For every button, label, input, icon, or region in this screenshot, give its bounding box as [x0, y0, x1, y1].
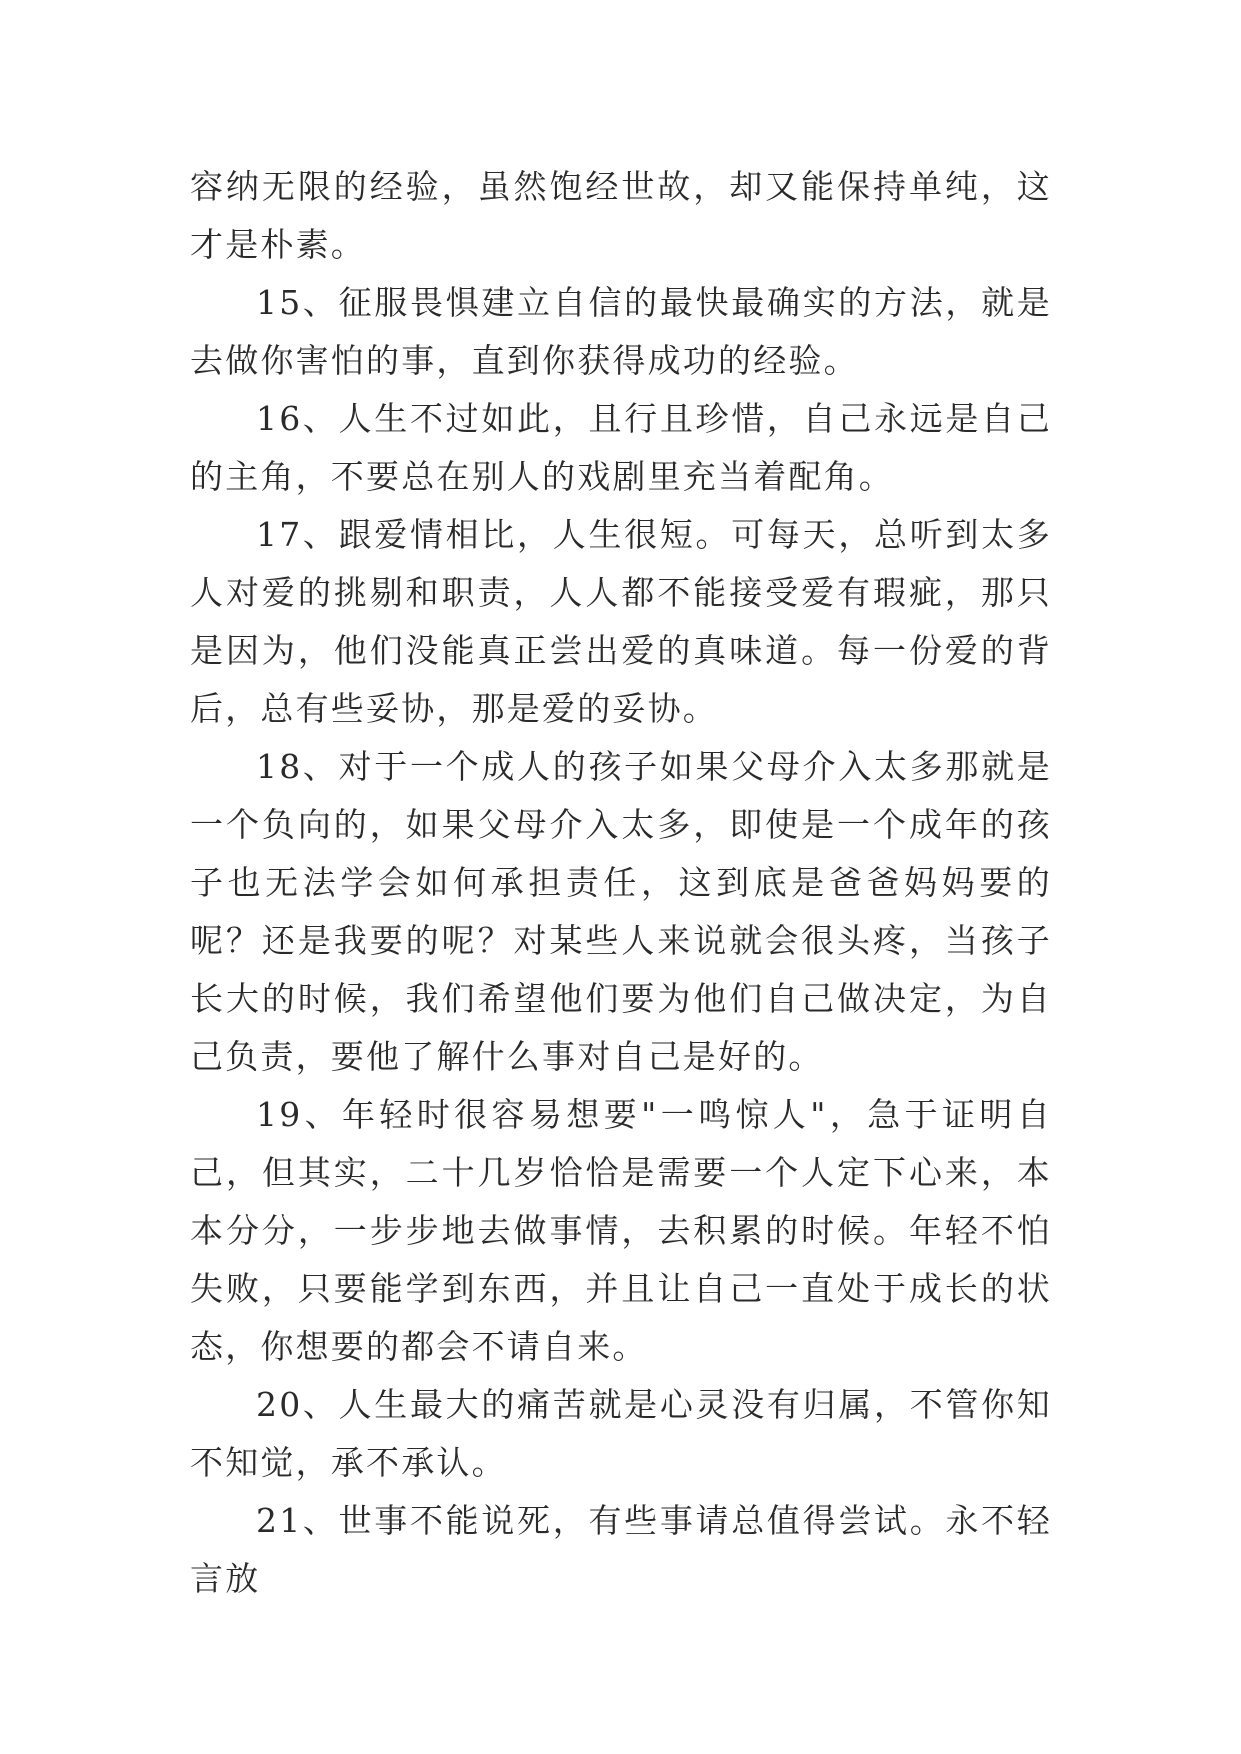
paragraph-continuation: 容纳无限的经验，虽然饱经世故，却又能保持单纯，这才是朴素。 [190, 167, 1052, 264]
paragraph-15: 15、征服畏惧建立自信的最快最确实的方法，就是去做你害怕的事，直到你获得成功的经验。 [190, 283, 1052, 380]
paragraph-21: 21、世事不能说死，有些事请总值得尝试。永不轻言放 [190, 1501, 1052, 1598]
paragraph-18: 18、对于一个成人的孩子如果父母介入太多那就是一个负向的，如果父母介入太多，即使是一个成年的孩子也无法学会如何承担责任，这到底是爸爸妈妈要的呢？还是我要的呢？对某些人来说就会很头疼，当孩子长大的时候，我们希望他们要为他们自己做决定，为自己负责，要他了解什么事对自己是好的。 [190, 747, 1052, 1076]
paragraph-20: 20、人生最大的痛苦就是心灵没有归属，不管你知不知觉，承不承认。 [190, 1385, 1052, 1482]
paragraph-17: 17、跟爱情相比，人生很短。可每天，总听到太多人对爱的挑剔和职责，人人都不能接受爱有瑕疵，那只是因为，他们没能真正尝出爱的真味道。每一份爱的背后，总有些妥协，那是爱的妥协。 [190, 515, 1052, 728]
body-text [190, 158, 1052, 1608]
paragraph-19: 19、年轻时很容易想要"一鸣惊人"，急于证明自己，但其实，二十几岁恰恰是需要一个人定下心来，本本分分，一步步地去做事情，去积累的时候。年轻不怕失败，只要能学到东西，并且让自己一直处于成长的状态，你想要的都会不请自来。 [190, 1095, 1052, 1366]
paragraph-16: 16、人生不过如此，且行且珍惜，自己永远是自己的主角，不要总在别人的戏剧里充当着配角。 [190, 399, 1052, 496]
